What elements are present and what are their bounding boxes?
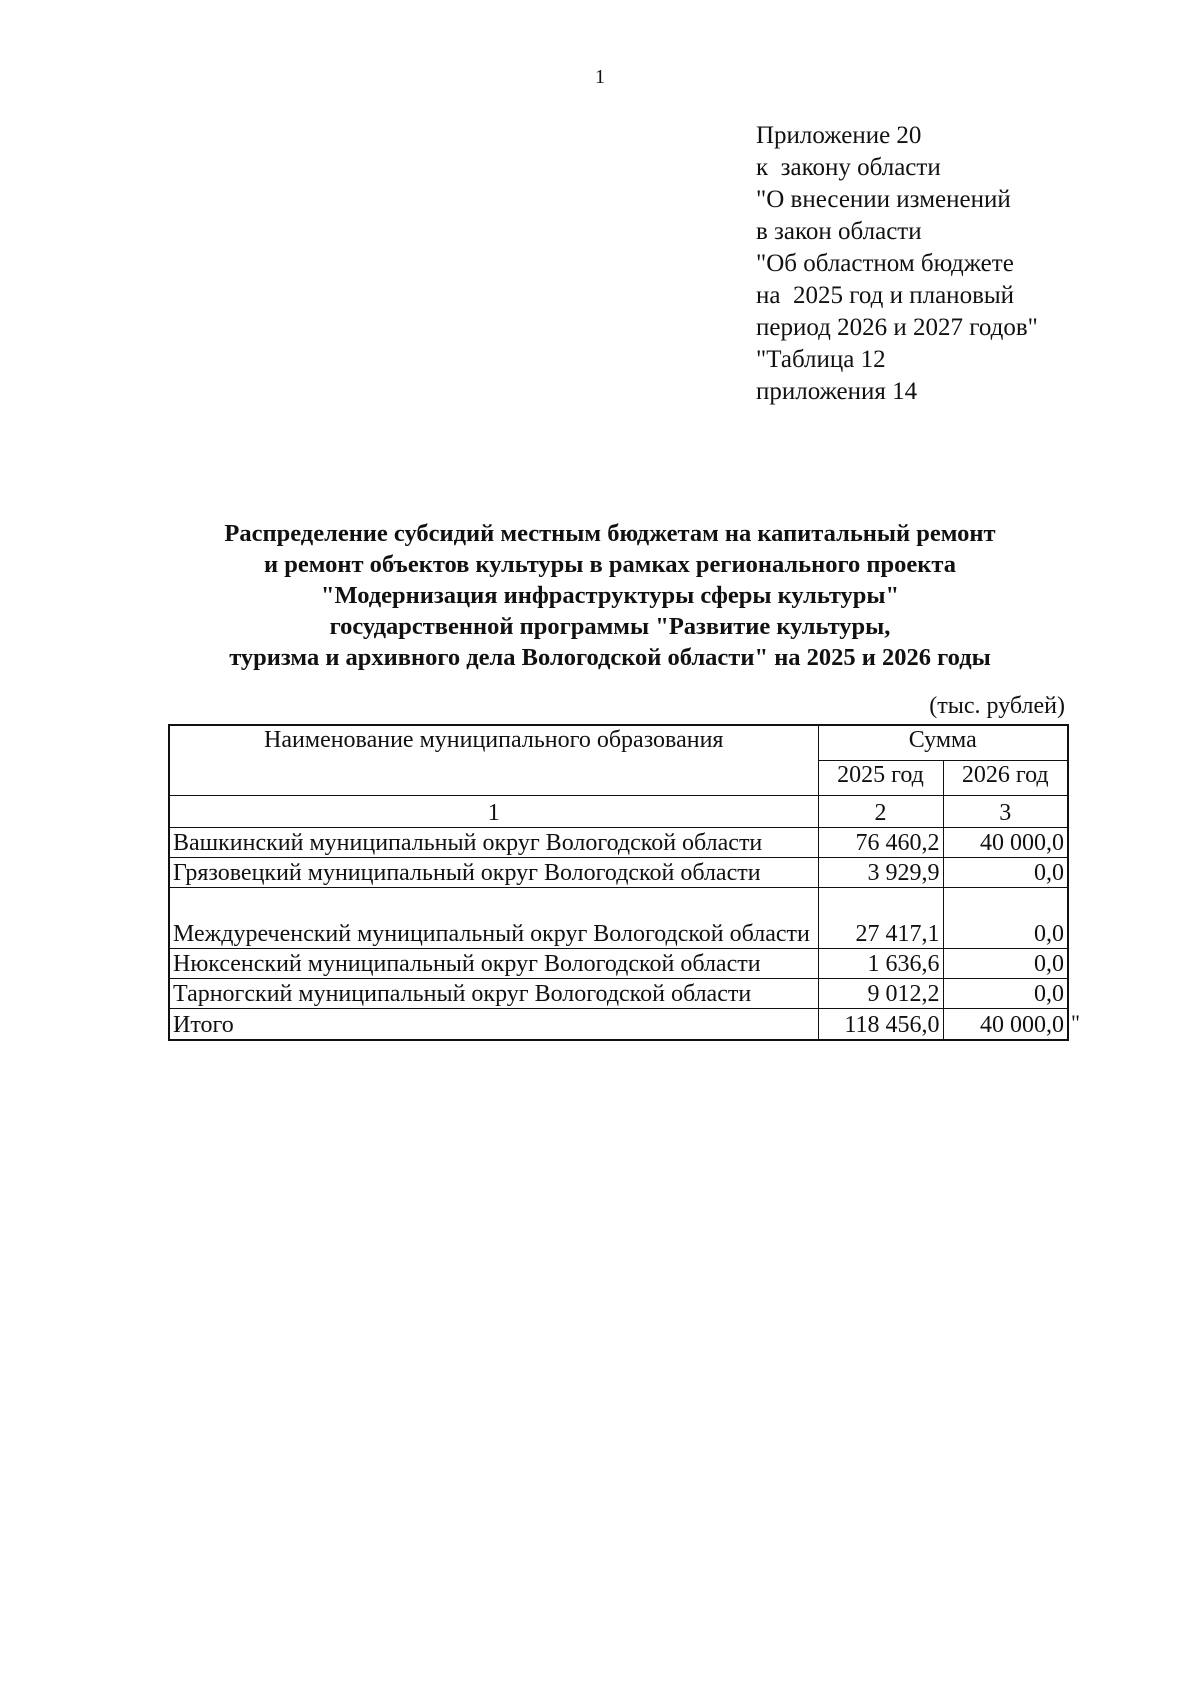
title-line: туризма и архивного дела Вологодской области" на 2025 и 2026 годы <box>229 644 991 671</box>
amount-2026: 0,0 <box>943 949 1068 979</box>
amount-2026: 0,0 <box>943 888 1068 949</box>
appendix-line: Приложение 20 <box>756 122 922 149</box>
amount-2026: 40 000,0 <box>943 828 1068 858</box>
amount-2025: 76 460,2 <box>818 828 943 858</box>
column-number: 1 <box>169 796 818 828</box>
header-year-2025: 2025 год <box>818 761 943 796</box>
amount-2026: 0,0 <box>943 979 1068 1009</box>
amount-2025: 9 012,2 <box>818 979 943 1009</box>
total-label: Итого <box>169 1009 818 1041</box>
appendix-line: "Об областном бюджете <box>756 250 1014 277</box>
column-number: 2 <box>818 796 943 828</box>
total-row <box>169 1009 1068 1041</box>
title-line: "Модернизация инфраструктуры сферы культуры" <box>320 582 900 609</box>
table-row <box>169 828 1068 858</box>
appendix-line: приложения 14 <box>756 378 918 405</box>
title-line: Распределение субсидий местным бюджетам на капитальный ремонт <box>224 520 996 547</box>
appendix-line: на 2025 год и плановый <box>756 282 1015 309</box>
municipality-name: Грязовецкий муниципальный округ Вологодской области <box>169 858 818 888</box>
appendix-reference <box>756 120 1038 408</box>
appendix-line: "О внесении изменений <box>756 186 1011 213</box>
header-municipality: Наименование муниципального образования <box>169 725 818 796</box>
title-line: и ремонт объектов культуры в рамках регионального проекта <box>264 551 956 578</box>
municipality-name: Междуреченский муниципальный округ Вологодской области <box>169 888 818 949</box>
total-2026: 40 000,0 <box>943 1009 1068 1041</box>
table-header-row <box>169 725 1068 761</box>
amount-2025: 3 929,9 <box>818 858 943 888</box>
amount-2025: 27 417,1 <box>818 888 943 949</box>
table-row <box>169 979 1068 1009</box>
amount-2026: 0,0 <box>943 858 1068 888</box>
municipality-name: Тарногский муниципальный округ Вологодской области <box>169 979 818 1009</box>
header-sum: Сумма <box>818 725 1068 761</box>
appendix-line: в закон области <box>756 218 922 245</box>
table-row <box>169 888 1068 949</box>
municipality-name: Вашкинский муниципальный округ Вологодской области <box>169 828 818 858</box>
column-number: 3 <box>943 796 1068 828</box>
title-line: государственной программы "Развитие культуры, <box>329 613 891 640</box>
total-2025: 118 456,0 <box>818 1009 943 1041</box>
appendix-line: период 2026 и 2027 годов" <box>756 314 1038 341</box>
amount-2025: 1 636,6 <box>818 949 943 979</box>
header-year-2026: 2026 год <box>943 761 1068 796</box>
column-number-row <box>169 796 1068 828</box>
closing-quote: " <box>1071 1010 1080 1035</box>
table-row <box>169 949 1068 979</box>
appendix-line: к закону области <box>756 154 941 181</box>
table-row <box>169 858 1068 888</box>
municipality-name: Нюксенский муниципальный округ Вологодской области <box>169 949 818 979</box>
units-note: (тыс. рублей) <box>929 693 1065 719</box>
appendix-line: "Таблица 12 <box>756 346 886 373</box>
document-title <box>120 518 1100 673</box>
subsidy-table <box>168 724 1069 1041</box>
page-number: 1 <box>595 66 605 88</box>
